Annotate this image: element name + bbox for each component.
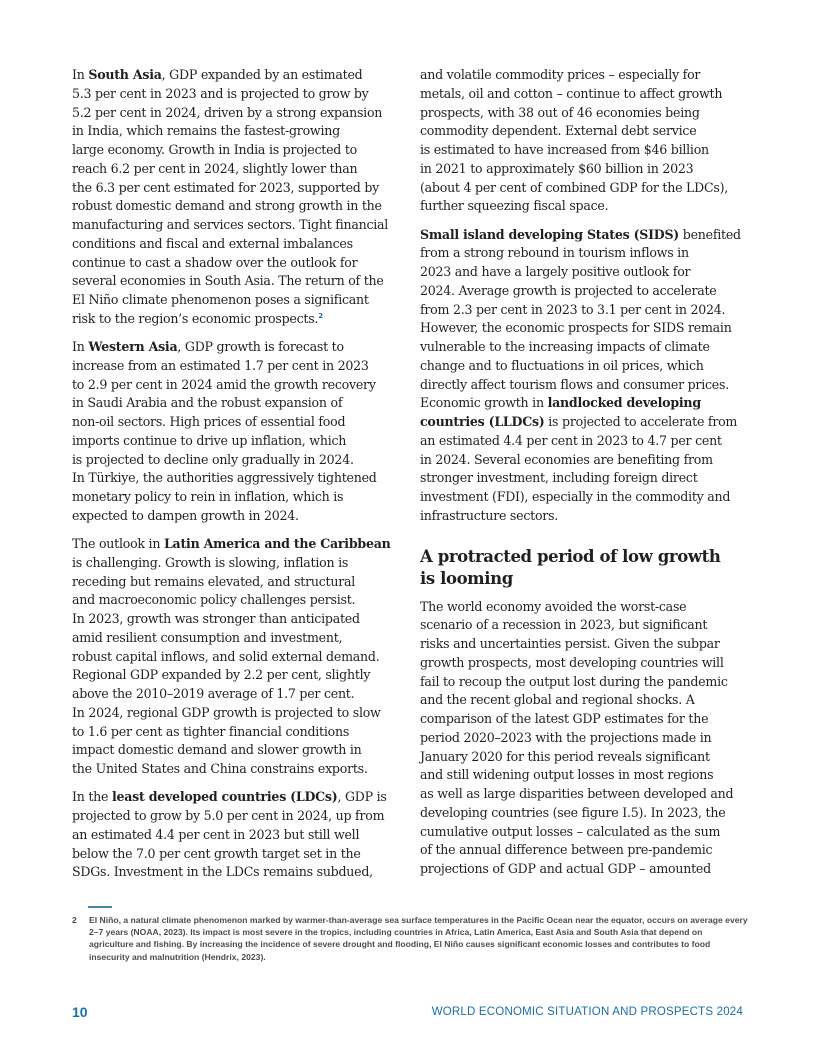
text-line: reach 6.2 per cent in 2024, slightly lower than: [72, 160, 358, 176]
text-line: risk to the region’s economic prospects.$^2$: [72, 310, 323, 326]
paragraph-ldcs-continued: [420, 66, 750, 216]
text-line: and volatile commodity prices – especially for: [420, 67, 701, 82]
text-line: amid resilient consumption and investment,: [72, 629, 343, 645]
text-line: to 1.6 per cent as tighter financial conditions: [72, 723, 350, 739]
bold-term: Latin America and the Caribbean: [163, 536, 391, 551]
text-line: of the annual difference between pre-pandemic: [420, 842, 713, 858]
text-line: risks and uncertainties persist. Given the subpar: [420, 636, 720, 651]
text-line: and the recent global and regional shocks. A: [420, 692, 695, 708]
text-line: infrastructure sectors.: [420, 507, 559, 523]
text-line: scenario of a recession in 2023, but significant: [420, 617, 708, 633]
text-line: In Türkiye, the authorities aggressively tightened: [72, 470, 377, 486]
text-line: further squeezing fiscal space.: [420, 198, 609, 214]
text-line: Regional GDP expanded by 2.2 per cent, slightly: [72, 667, 371, 683]
bold-term: landlocked developing: [547, 395, 701, 411]
text-line: and macroeconomic policy challenges persist.: [72, 592, 356, 608]
text-line: In 2023, growth was stronger than anticipated: [72, 611, 360, 626]
text-line: period 2020–2023 with the projections made in: [420, 729, 712, 745]
text-line: prospects, with 38 out of 46 economies being: [420, 104, 700, 120]
text-line: In Western Asia, GDP growth is forecast to: [72, 339, 344, 354]
text-line: large economy. Growth in India is projected to: [72, 142, 357, 157]
text-line: fail to recoup the output lost during the pandemic: [420, 673, 728, 689]
text-line: growth prospects, most developing countries will: [420, 654, 724, 670]
text-line: Economic growth in landlocked developing: [420, 395, 701, 411]
text-line: in 2024. Several economies are benefiting from: [420, 451, 713, 467]
paragraph-low-growth: [420, 598, 750, 879]
bold-term: Western Asia: [88, 339, 178, 354]
text-line: change and to fluctuations in oil prices, which: [420, 357, 704, 373]
bold-term: countries (LLDCs): [420, 414, 545, 429]
text-line: El Niño climate phenomenon poses a significant: [72, 292, 369, 307]
text-line: robust domestic demand and strong growth in the: [72, 198, 382, 214]
left-column: [72, 66, 402, 892]
text-line: below the 7.0 per cent growth target set in the: [72, 845, 361, 861]
text-line: expected to dampen growth in 2024.: [72, 507, 299, 523]
text-line: from 2.3 per cent in 2023 to 3.1 per cent in 2024.: [420, 301, 726, 317]
text-line: 5.3 per cent in 2023 and is projected to grow by: [72, 85, 369, 101]
text-line: monetary policy to rein in inflation, which is: [72, 489, 344, 504]
text-line: increase from an estimated 1.7 per cent in 2023: [72, 357, 369, 373]
text-line: The outlook in Latin America and the Caribbean: [72, 536, 391, 551]
text-line: However, the economic prospects for SIDS remain: [420, 320, 732, 336]
text-line: cumulative output losses – calculated as the sum: [420, 823, 721, 839]
text-line: in Saudi Arabia and the robust expansion of: [72, 395, 343, 411]
text-line: the 6.3 per cent estimated for 2023, supported by: [72, 179, 380, 195]
paragraph-south-asia: [72, 66, 402, 329]
right-column: [420, 66, 750, 888]
text-line: In South Asia, GDP expanded by an estimated: [72, 67, 363, 82]
text-line: non-oil sectors. High prices of essential food: [72, 414, 346, 429]
text-line: developing countries (see figure I.5). In 2023, the: [420, 804, 726, 820]
text-line: 5.2 per cent in 2024, driven by a strong expansion: [72, 104, 383, 120]
text-line: 2024. Average growth is projected to accelerate: [420, 282, 717, 298]
text-line: In the least developed countries (LDCs), GDP is: [72, 789, 387, 805]
text-line: Small island developing States (SIDS) benefited: [420, 226, 741, 242]
text-line: the United States and China constrains exports.: [72, 761, 368, 776]
text-line: is challenging. Growth is slowing, inflation is: [72, 554, 349, 570]
bold-term: Small island developing States (SIDS): [420, 226, 680, 242]
text-line: commodity dependent. External debt service: [420, 123, 697, 139]
text-line: as well as large disparities between developed and: [420, 786, 734, 801]
text-line: stronger investment, including foreign direct: [420, 470, 698, 486]
text-line: projected to grow by 5.0 per cent in 2024, up from: [72, 808, 385, 823]
paragraph-western-asia: [72, 338, 402, 526]
text-line: projections of GDP and actual GDP – amounted: [420, 861, 711, 876]
text-line: impact domestic demand and slower growth in: [72, 742, 362, 758]
text-line: manufacturing and services sectors. Tight financial: [72, 217, 389, 232]
text-line: metals, oil and cotton – continue to affect growth: [420, 85, 723, 101]
footnote-reference-link[interactable]: 2: [318, 311, 323, 320]
paragraph-latin-america: [72, 535, 402, 779]
footnote-divider: [88, 906, 112, 908]
text-line: (about 4 per cent of combined GDP for the LDCs),: [420, 179, 729, 195]
text-line: above the 2010–2019 average of 1.7 per cent.: [72, 686, 355, 701]
text-line: continue to cast a shadow over the outlook for: [72, 254, 358, 270]
text-line: receding but remains elevated, and structural: [72, 573, 356, 589]
text-line: in India, which remains the fastest-growing: [72, 123, 340, 139]
text-line: an estimated 4.4 per cent in 2023 but still well: [72, 826, 360, 842]
text-line: countries (LLDCs) is projected to accelerate from: [420, 414, 738, 429]
text-line: to 2.9 per cent in 2024 amid the growth recovery: [72, 376, 376, 392]
section-heading-line-2: is looming: [420, 568, 513, 588]
text-line: is projected to decline only gradually in 2024.: [72, 451, 354, 467]
running-title: WORLD ECONOMIC SITUATION AND PROSPECTS 2024: [431, 1006, 743, 1018]
paragraph-sids-lldcs: [420, 226, 750, 526]
bold-term: South Asia: [88, 67, 162, 82]
text-line: January 2020 for this period reveals significant: [420, 748, 710, 764]
text-line: and still widening output losses in most regions: [420, 767, 714, 783]
bold-term: least developed countries (LDCs): [111, 789, 338, 805]
text-line: In 2024, regional GDP growth is projected to slow: [72, 704, 381, 720]
text-line: directly affect tourism flows and consumer prices.: [420, 376, 729, 392]
section-heading: [420, 546, 750, 590]
text-line: from a strong rebound in tourism inflows in: [420, 245, 689, 261]
text-line: an estimated 4.4 per cent in 2023 to 4.7 per cent: [420, 432, 722, 448]
text-line: SDGs. Investment in the LDCs remains subdued,: [72, 864, 373, 880]
text-line: imports continue to drive up inflation, which: [72, 432, 347, 448]
text-line: comparison of the latest GDP estimates for the: [420, 711, 709, 726]
page-number: 10: [72, 1004, 88, 1020]
text-line: robust capital inflows, and solid external demand.: [72, 648, 380, 664]
footnote-number: 2: [72, 915, 77, 925]
section-heading-line-1: A protracted period of low growth: [420, 546, 721, 566]
footnote-text: El Niño, a natural climate phenomenon marked by warmer-than-average sea surface temperatures in the Pacific Ocean near the equator, occurs on average every 2–7 years (NOAA, 2023). Its impact is most severe in the tropics, including countries in Africa, Latin America, East Asia and South Asia that depend on agriculture and fishing. By increasing the incidence of severe drought and flooding, El Niño causes significant economic losses and contributes to food insecurity and malnutrition (Hendrix, 2023).: [89, 915, 748, 962]
text-line: 2023 and have a largely positive outlook for: [420, 264, 691, 279]
paragraph-ldcs: [72, 788, 402, 882]
text-line: is estimated to have increased from $46 billion: [420, 142, 709, 157]
text-line: vulnerable to the increasing impacts of climate: [420, 339, 710, 354]
text-line: in 2021 to approximately $60 billion in 2023: [420, 160, 694, 176]
text-line: investment (FDI), especially in the commodity and: [420, 489, 731, 504]
text-line: conditions and fiscal and external imbalances: [72, 235, 353, 251]
text-line: several economies in South Asia. The return of the: [72, 273, 384, 289]
text-line: The world economy avoided the worst-case: [420, 598, 687, 614]
